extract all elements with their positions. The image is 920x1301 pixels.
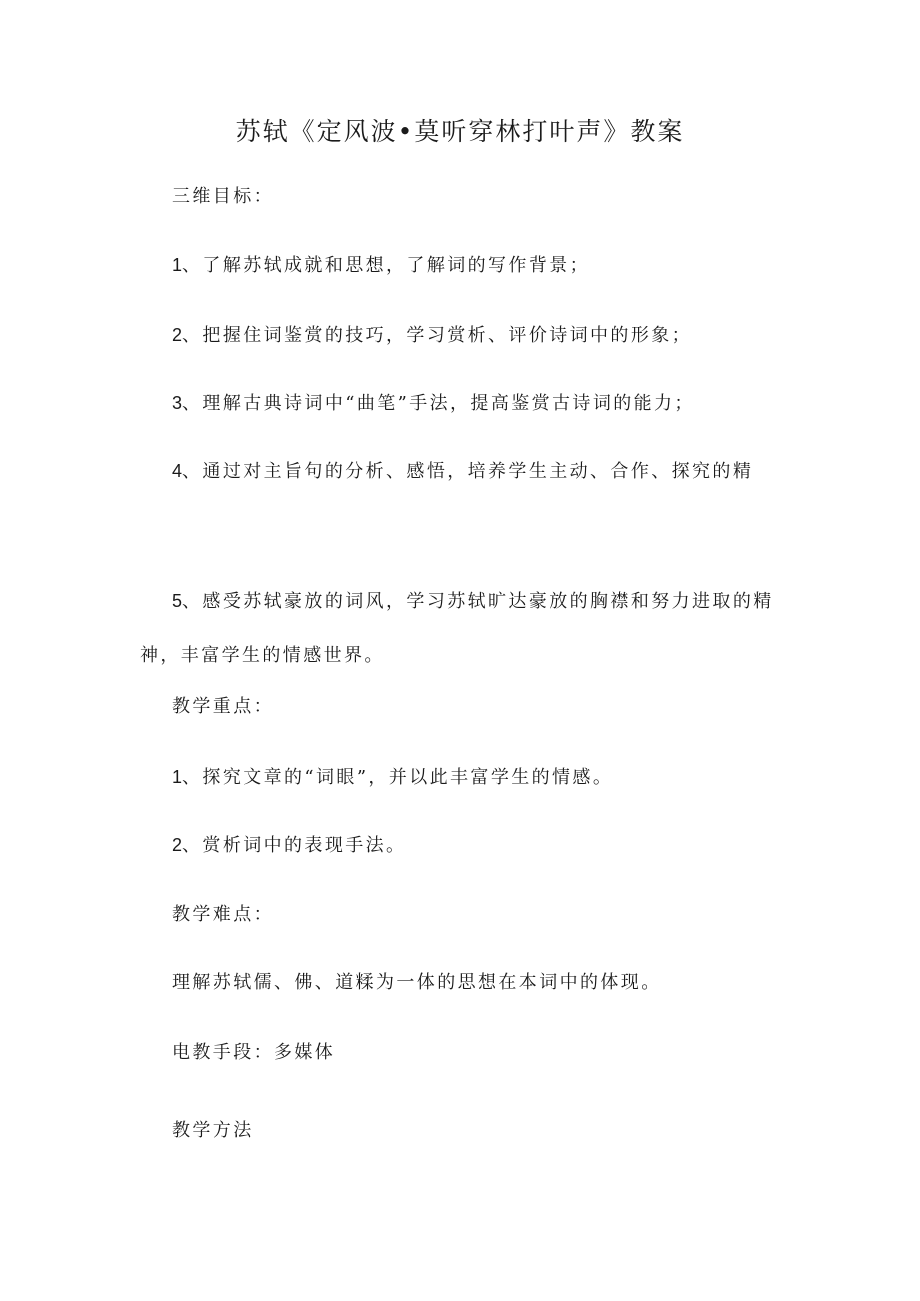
key-points-heading: 教学重点： <box>172 696 274 717</box>
objective-number: 1 <box>172 255 183 275</box>
objective-text: 、了解苏轼成就和思想，了解词的写作背景； <box>182 255 591 276</box>
media-line: 电教手段：多媒体 <box>172 1042 336 1063</box>
objectives-heading: 三维目标： <box>172 186 274 207</box>
objective-number: 2 <box>172 325 183 345</box>
objective-text: 、通过对主旨句的分析、感悟，培养学生主动、合作、探究的精 <box>182 461 754 482</box>
objective-item-4 <box>172 456 753 487</box>
objective-text: 、理解古典诗词中“曲笔”手法，提高鉴赏古诗词的能力； <box>182 393 695 414</box>
objective-number: 3 <box>172 393 183 413</box>
key-point-text: 、探究文章的“词眼”，并以此丰富学生的情感。 <box>182 767 614 788</box>
objective-number: 5 <box>172 591 183 611</box>
objective-item-1 <box>172 250 590 281</box>
key-point-number: 1 <box>172 767 183 787</box>
key-point-number: 2 <box>172 835 183 855</box>
methods-heading: 教学方法 <box>172 1120 254 1141</box>
difficulty-text: 理解苏轼儒、佛、道糅为一体的思想在本词中的体现。 <box>172 972 662 993</box>
document-title: 苏轼《定风波•莫听穿林打叶声》教案 <box>235 117 685 146</box>
objective-item-5 <box>140 574 780 683</box>
key-point-item-1 <box>172 762 613 793</box>
objective-text: 、把握住词鉴赏的技巧，学习赏析、评价诗词中的形象； <box>182 325 693 346</box>
objective-number: 4 <box>172 461 183 481</box>
difficulties-heading: 教学难点： <box>172 904 274 925</box>
key-point-text: 、赏析词中的表现手法。 <box>182 835 407 856</box>
objective-text: 、感受苏轼豪放的词风，学习苏轼旷达豪放的胸襟和努力进取的精神，丰富学生的情感世界。 <box>140 591 774 666</box>
key-point-item-2 <box>172 830 406 861</box>
objective-item-3 <box>172 388 695 419</box>
objective-item-2 <box>172 320 692 351</box>
